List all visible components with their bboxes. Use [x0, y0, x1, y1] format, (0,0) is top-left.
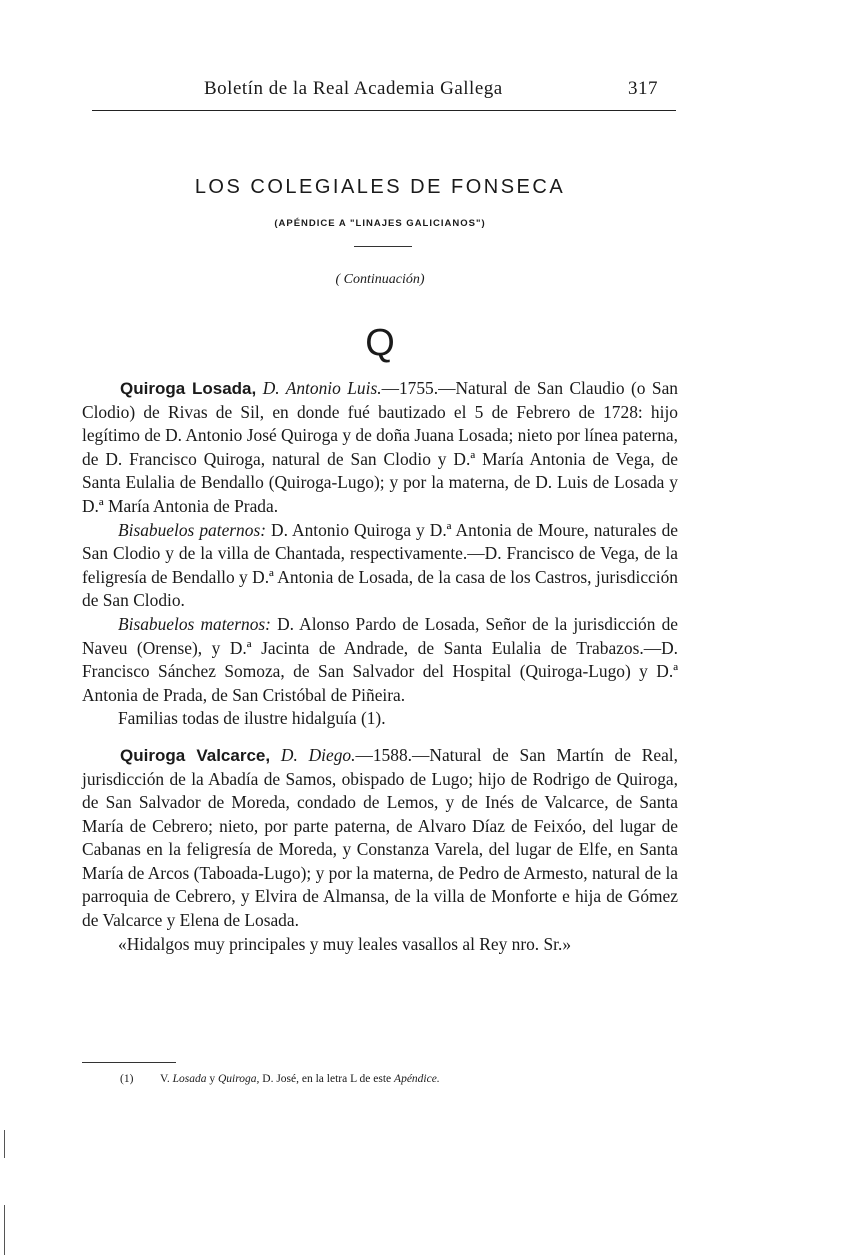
maternal-text: D. Alonso Pardo de Losada, Señor de la jurisdicción de Naveu (Orense), y D.ª Jacinta de Andrade, de Santa Eulalia de Trabazos.—D. Francisco Sánchez Somoza, de San Salvador del Hospital (Quiroga-Lugo) y D.ª Antonia de Prada, de San Cristóbal de Piñeira.: [82, 613, 678, 705]
footnote: [120, 1073, 680, 1085]
article-title: LOS COLEGIALES DE FONSECA: [194, 176, 566, 198]
article-subtitle: (APÉNDICE A "LINAJES GALICIANOS"): [274, 218, 486, 229]
footnote-mark: (1): [120, 1073, 134, 1085]
footnote-rule: [82, 1062, 176, 1063]
footnote-prefix: V.: [160, 1073, 173, 1085]
entry-given-name: D. Diego.: [280, 744, 356, 765]
maternal-paragraph: [82, 613, 678, 707]
closing-paragraph: Familias todas de ilustre hidalguía (1).: [118, 708, 386, 729]
scan-edge-mark: [4, 1205, 5, 1255]
entry-paragraph: [82, 744, 678, 933]
title-divider: [354, 246, 412, 247]
paternal-label: Bisabuelos paternos:: [118, 519, 267, 540]
entry-text: —1755.—Natural de San Claudio (o San Clodio) de Rivas de Sil, en donde fué bautizado el 5 de Febrero de 1728: hijo legítimo de D. Antonio José Quiroga y de doña Juana Losada; nieto por línea paterna, de D. Francisco Quiroga, natural de San Clodio y D.ª María Antonia de Vega, de Santa Eulalia de Bendallo (Quiroga-Lugo); y por la materna, de D. Luis de Losada y D.ª María Antonia de Prada.: [82, 378, 678, 516]
running-title: Boletín de la Real Academia Gallega: [204, 78, 503, 99]
section-letter: Q: [365, 322, 395, 364]
paternal-paragraph: [82, 519, 678, 613]
maternal-label: Bisabuelos maternos:: [118, 613, 271, 634]
paternal-text: D. Antonio Quiroga y D.ª Antonia de Moure, naturales de San Clodio y de la villa de Chantada, respectivamente.—D. Francisco de Vega, de la feligresía de Bendallo y D.ª Antonia de Losada, de la casa de los Castros, jurisdicción de San Clodio.: [82, 519, 678, 611]
footnote-middle: y: [206, 1073, 218, 1085]
footnote-middle-2: D. José, en la letra L de este: [259, 1073, 395, 1085]
article-body: [82, 377, 678, 956]
quote-paragraph: «Hidalgos muy principales y muy leales vasallos al Rey nro. Sr.»: [118, 933, 572, 954]
scan-edge-mark: [4, 1130, 5, 1158]
footnote-ref-quiroga: Quiroga,: [217, 1073, 260, 1085]
entry-text: —1588.—Natural de San Martín de Real, jurisdicción de la Abadía de Samos, obispado de Lugo; hijo de Rodrigo de Quiroga, de San Salvador de Moreda, condado de Lemos, y de Inés de Valcarce, de Santa María de Cebrero; nieto, por parte paterna, de Alvaro Díaz de Feixóo, del lugar de Cabanas en la feligresía de Moreda, y Constanza Varela, del lugar de Elfe, en Santa María de Arcos (Taboada-Lugo); y por la materna, de Pedro de Armesto, natural de la parroquia de Cebrero, y Elvira de Almansa, de la villa de Monforte e hija de Gómez de Valcarce y Elena de Losada.: [82, 744, 678, 931]
entry-surname: Quiroga Valcarce,: [120, 745, 271, 765]
continuation-note: ( Continuación): [335, 272, 425, 287]
entry-paragraph: [82, 377, 678, 519]
entry-surname: Quiroga Losada,: [120, 379, 257, 398]
header-rule: [92, 110, 676, 111]
page-number: 317: [628, 78, 658, 99]
footnote-ref-apendice: Apéndice.: [394, 1073, 440, 1085]
entry-given-name: D. Antonio Luis.: [262, 378, 382, 398]
footnote-ref-losada: Losada: [172, 1073, 207, 1085]
